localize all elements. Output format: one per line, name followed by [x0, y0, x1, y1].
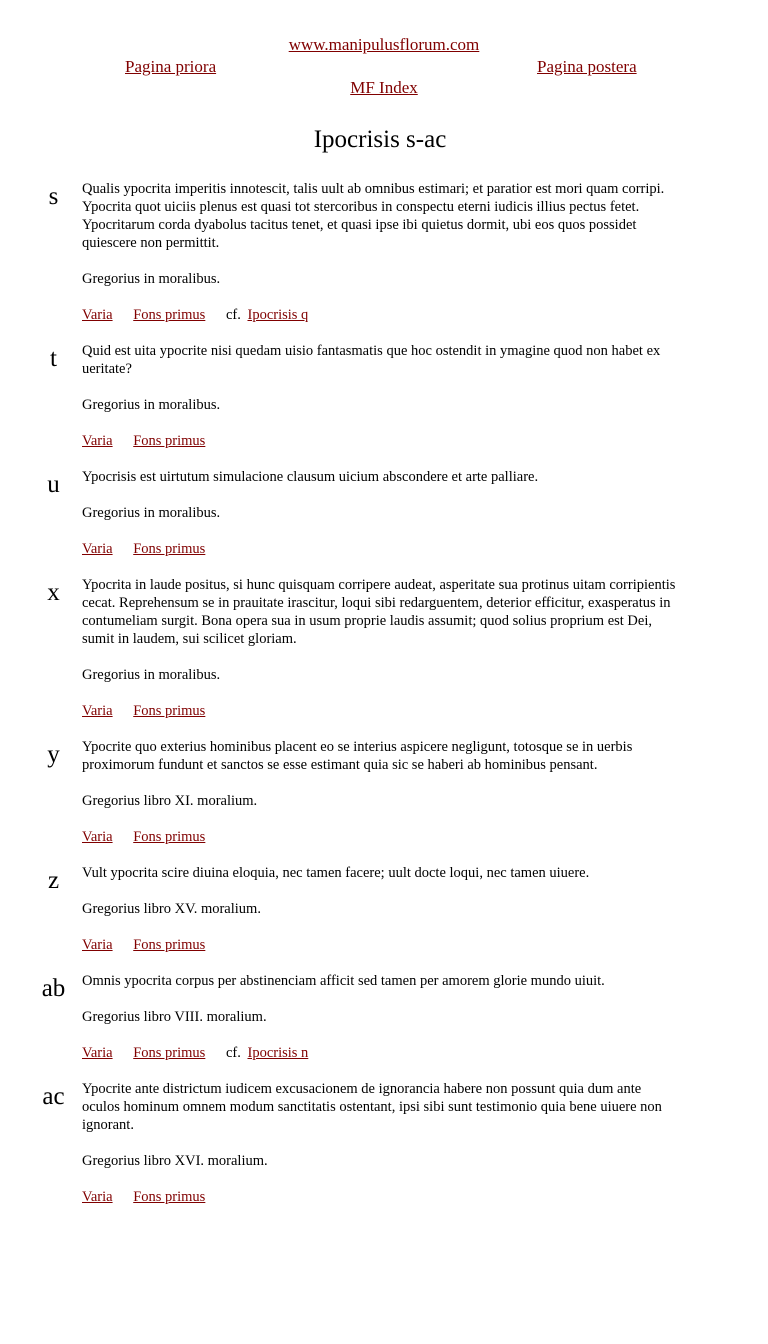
- entry-x: [0, 576, 768, 738]
- entry-body: [82, 972, 677, 1080]
- entry-body: [82, 1080, 677, 1224]
- entry-body: [82, 180, 677, 342]
- entry-letter: s: [48, 183, 59, 210]
- varia-link[interactable]: Varia: [82, 541, 113, 557]
- varia-link[interactable]: Varia: [82, 829, 113, 845]
- varia-link[interactable]: Varia: [82, 1189, 113, 1205]
- entry-letter: ab: [41, 975, 66, 1002]
- entry-links: [82, 288, 677, 342]
- entry-source: Gregorius in moralibus.: [82, 505, 221, 521]
- entry-body: [82, 576, 677, 738]
- fons-primus-link[interactable]: Fons primus: [133, 829, 206, 845]
- entry-u: [0, 468, 768, 576]
- page-title: Ipocrisis s-ac: [313, 126, 447, 153]
- varia-link[interactable]: Varia: [82, 703, 113, 719]
- entry-links: [82, 522, 677, 576]
- varia-link[interactable]: Varia: [82, 307, 113, 323]
- fons-primus-link[interactable]: Fons primus: [133, 1045, 206, 1061]
- entry-text: Qualis ypocrita imperitis innotescit, talis uult ab omnibus estimari; et paratior est mori quam corripi. Ypocrita quot uiciis plenus est quasi tot stercoribus in conspectu eterni iudicis illius pectus fetet. Ypocritarum corda dyabolus tacitus tenet, et quasi ipse ibi quietus dormit, ubi eos quos possidet quiescere non permittit.: [82, 181, 665, 251]
- entry-list: [0, 180, 768, 1224]
- fons-primus-link[interactable]: Fons primus: [133, 541, 206, 557]
- entry-text: Ypocrite ante districtum iudicem excusacionem de ignorancia habere non possunt quia dum ante oculos hominum omnem modum sanctitatis ostentant, ipsi sibi sunt testimonio quia bene uiuere non ignorant.: [82, 1081, 662, 1133]
- entry-y: [0, 738, 768, 864]
- entry-source: Gregorius libro XVI. moralium.: [82, 1153, 268, 1169]
- entry-text: Ypocrite quo exterius hominibus placent eo se interius aspicere negligunt, totosque se in uerbis proximorum fundunt et sanctos se esse estimant quia sic se haberi ab hominibus pensant.: [82, 739, 633, 773]
- entry-z: [0, 864, 768, 972]
- entry-source: Gregorius in moralibus.: [82, 271, 221, 287]
- entry-body: [82, 864, 677, 972]
- entry-letter: t: [50, 345, 57, 372]
- entry-letter: y: [47, 741, 60, 768]
- entry-text: Omnis ypocrita corpus per abstinenciam afficit sed tamen per amorem glorie mundo uiuit.: [82, 973, 605, 989]
- entry-letter: ac: [42, 1083, 65, 1110]
- cf-label: cf.: [225, 307, 241, 323]
- entry-s: [0, 180, 768, 342]
- previous-page-link[interactable]: Pagina priora: [125, 57, 217, 76]
- entry-source: Gregorius in moralibus.: [82, 397, 221, 413]
- entry-links: [82, 1026, 677, 1080]
- site-link[interactable]: www.manipulusflorum.com: [288, 35, 480, 54]
- entry-links: [82, 810, 677, 864]
- entry-links: [82, 414, 677, 468]
- entry-source: Gregorius in moralibus.: [82, 667, 221, 683]
- entry-letter: x: [47, 579, 60, 606]
- entry-source: Gregorius libro XV. moralium.: [82, 901, 261, 917]
- entry-ac: [0, 1080, 768, 1224]
- entry-text: Ypocrisis est uirtutum simulacione clausum uicium abscondere et arte palliare.: [82, 469, 539, 485]
- cf-label: cf.: [225, 1045, 241, 1061]
- fons-primus-link[interactable]: Fons primus: [133, 937, 206, 953]
- next-page-link[interactable]: Pagina postera: [537, 57, 637, 76]
- entry-text: Ypocrita in laude positus, si hunc quisquam corripere audeat, asperitate sua protinus uitam corripientis cecat. Reprehensum se in prauitate irascitur, loqui sibi redarguentem, deterior efficitur, exasperatus in contumeliam surgit. Bona opera sua in usum proprie laudis assumit; quod solius proprium est Dei, sumit in laudem, sui scilicet gloriam.: [82, 577, 676, 647]
- fons-primus-link[interactable]: Fons primus: [133, 1189, 206, 1205]
- fons-primus-link[interactable]: Fons primus: [133, 307, 206, 323]
- index-link[interactable]: MF Index: [350, 78, 418, 97]
- entry-text: Vult ypocrita scire diuina eloquia, nec tamen facere; uult docte loqui, nec tamen uiuere.: [82, 865, 590, 881]
- entry-source: Gregorius libro XI. moralium.: [82, 793, 258, 809]
- entry-body: [82, 342, 677, 468]
- entry-ab: [0, 972, 768, 1080]
- entry-letter: u: [47, 471, 60, 498]
- entry-letter: z: [47, 867, 60, 894]
- entry-body: [82, 468, 677, 576]
- entry-links: [82, 684, 677, 738]
- fons-primus-link[interactable]: Fons primus: [133, 703, 206, 719]
- entry-t: [0, 342, 768, 468]
- varia-link[interactable]: Varia: [82, 1045, 113, 1061]
- varia-link[interactable]: Varia: [82, 433, 113, 449]
- entry-links: [82, 918, 677, 972]
- entry-text: Quid est uita ypocrite nisi quedam uisio fantasmatis que hoc ostendit in ymagine quod non habet ex ueritate?: [82, 343, 661, 377]
- fons-primus-link[interactable]: Fons primus: [133, 433, 206, 449]
- entry-body: [82, 738, 677, 864]
- entry-source: Gregorius libro VIII. moralium.: [82, 1009, 267, 1025]
- cf-link[interactable]: Ipocrisis n: [247, 1045, 309, 1061]
- varia-link[interactable]: Varia: [82, 937, 113, 953]
- cf-link[interactable]: Ipocrisis q: [247, 307, 309, 323]
- entry-links: [82, 1170, 677, 1224]
